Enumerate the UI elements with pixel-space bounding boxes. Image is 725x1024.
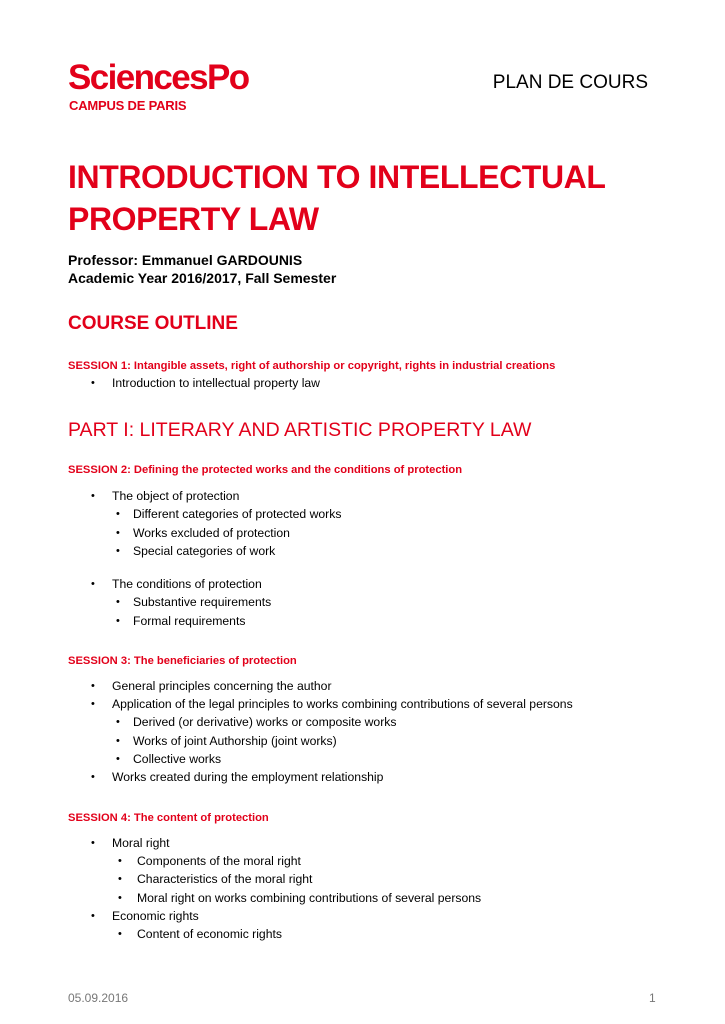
list-item: Different categories of protected works [133, 507, 342, 521]
session-3-title: SESSION 3: The beneficiaries of protection [68, 655, 297, 667]
bullet-icon: • [91, 490, 95, 502]
bullet-icon: • [91, 680, 95, 692]
list-item: General principles concerning the author [112, 679, 332, 693]
document-type: PLAN DE COURS [492, 72, 648, 93]
bullet-icon: • [116, 753, 120, 765]
list-item: Characteristics of the moral right [137, 872, 313, 886]
session-1-title: SESSION 1: Intangible assets, right of authorship or copyright, rights in industrial creations [68, 360, 556, 372]
list-item: Substantive requirements [133, 595, 272, 609]
professor-line: Professor: Emmanuel GARDOUNIS [68, 252, 303, 268]
bullet-icon: • [118, 873, 122, 885]
list-item: Works created during the employment relationship [112, 770, 384, 784]
bullet-icon: • [116, 596, 120, 608]
bullet-icon: • [116, 545, 120, 557]
bullet-icon: • [116, 615, 120, 627]
bullet-icon: • [91, 837, 95, 849]
list-item: Economic rights [112, 909, 199, 923]
bullet-icon: • [91, 578, 95, 590]
sciencespo-logo: SciencesPo [68, 58, 249, 97]
page-title: INTRODUCTION TO INTELLECTUAL PROPERTY LAW [68, 159, 605, 237]
list-item: Moral right [112, 836, 170, 850]
bullet-icon: • [116, 735, 120, 747]
bullet-icon: • [91, 771, 95, 783]
session-2-title: SESSION 2: Defining the protected works and the conditions of protection [68, 464, 463, 476]
academic-year-line: Academic Year 2016/2017, Fall Semester [68, 270, 337, 286]
list-item: Derived (or derivative) works or composite works [133, 715, 397, 729]
page-number: 1 [649, 991, 656, 1005]
list-item: Moral right on works combining contributions of several persons [137, 891, 482, 905]
list-item: The conditions of protection [112, 577, 262, 591]
bullet-icon: • [118, 855, 122, 867]
list-item: Works excluded of protection [133, 526, 290, 540]
bullet-icon: • [116, 508, 120, 520]
footer-date: 05.09.2016 [68, 991, 129, 1005]
list-item: Introduction to intellectual property law [112, 376, 320, 390]
bullet-icon: • [118, 892, 122, 904]
list-item: Special categories of work [133, 544, 276, 558]
course-outline-heading: COURSE OUTLINE [68, 313, 238, 334]
list-item: Components of the moral right [137, 854, 301, 868]
bullet-icon: • [118, 928, 122, 940]
bullet-icon: • [91, 910, 95, 922]
list-item: Collective works [133, 752, 222, 766]
bullet-icon: • [91, 377, 95, 389]
bullet-icon: • [91, 698, 95, 710]
campus-label: CAMPUS DE PARIS [69, 98, 187, 113]
part-1-heading: PART I: LITERARY AND ARTISTIC PROPERTY LAW [68, 419, 532, 441]
bullet-icon: • [116, 716, 120, 728]
list-item: Formal requirements [133, 614, 246, 628]
list-item: Works of joint Authorship (joint works) [133, 734, 337, 748]
list-item: Content of economic rights [137, 927, 282, 941]
list-item: Application of the legal principles to works combining contributions of several persons [112, 697, 573, 711]
list-item: The object of protection [112, 489, 240, 503]
bullet-icon: • [116, 527, 120, 539]
session-4-title: SESSION 4: The content of protection [68, 812, 269, 824]
